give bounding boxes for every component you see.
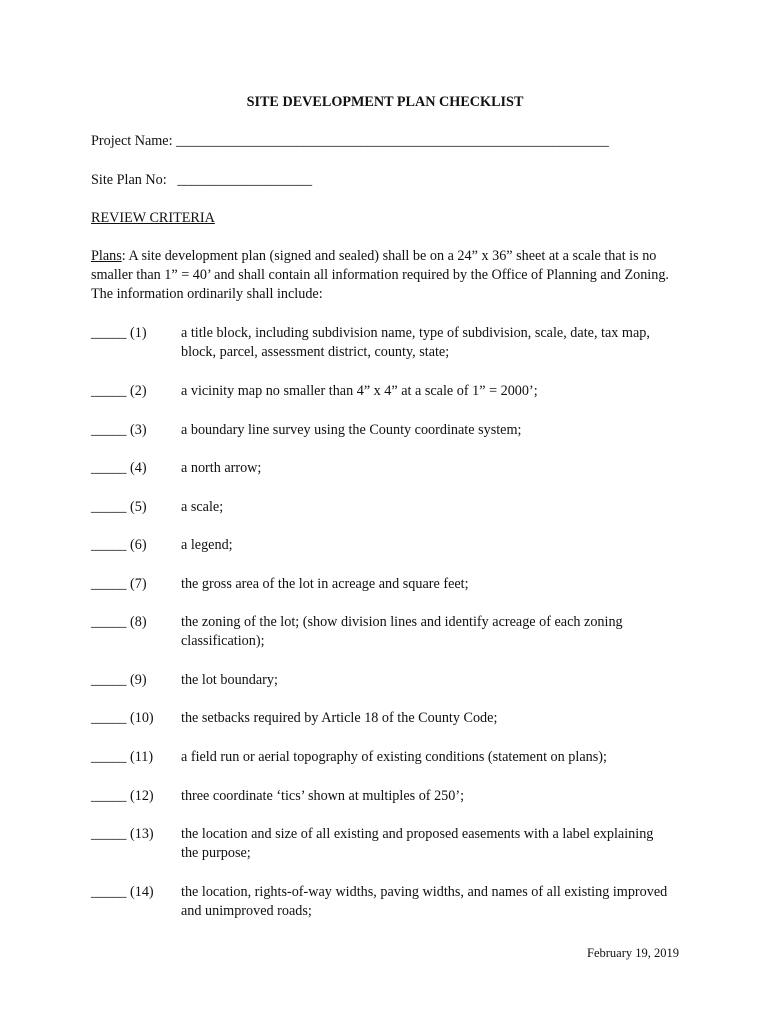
checklist-blank: _____ (3): [91, 422, 147, 438]
checklist-blank: _____ (2): [91, 383, 147, 399]
checklist-item-text: a boundary line survey using the County coordinate system;: [181, 422, 522, 438]
checklist-item-text: a field run or aerial topography of existing conditions (statement on plans);: [181, 749, 607, 765]
plans-label: Plans: [91, 248, 122, 264]
checklist-blank: _____ (10): [91, 710, 154, 726]
checklist-blank: _____ (14): [91, 884, 154, 900]
checklist-item-text: a title block, including subdivision name, type of subdivision, scale, date, tax map, block, parcel, assessment district, county, state;: [181, 325, 650, 360]
checklist-blank: _____ (1): [91, 325, 147, 341]
checklist-item-text: the zoning of the lot; (show division lines and identify acreage of each zoning classification);: [181, 614, 623, 649]
checklist-item-text: three coordinate ‘tics’ shown at multiples of 250’;: [181, 788, 465, 804]
checklist-item-text: a legend;: [181, 537, 233, 553]
site-plan-no-label: Site Plan No:: [91, 172, 167, 188]
checklist-blank: _____ (12): [91, 788, 154, 804]
project-name-blank: _____________________________________________________________: [176, 133, 609, 149]
site-plan-no-blank: ___________________: [177, 172, 313, 188]
project-name-label: Project Name:: [91, 133, 173, 149]
plans-paragraph: [91, 247, 681, 304]
page-title: SITE DEVELOPMENT PLAN CHECKLIST: [246, 94, 524, 110]
plans-text: : A site development plan (signed and sealed) shall be on a 24” x 36” sheet at a scale that is no smaller than 1” = 40’ and shall contain all information required by the Office of Planning and Zoning. The information ordinarily shall include:: [91, 248, 669, 302]
checklist-blank: _____ (13): [91, 826, 154, 842]
checklist-item-text: the gross area of the lot in acreage and square feet;: [181, 576, 469, 592]
checklist-item-text: the lot boundary;: [181, 672, 278, 688]
checklist-blank: _____ (11): [91, 749, 154, 765]
checklist-item-text: the setbacks required by Article 18 of the County Code;: [181, 710, 498, 726]
checklist-item-text: the location, rights-of-way widths, paving widths, and names of all existing improved and unimproved roads;: [181, 884, 668, 919]
checklist-blank: _____ (4): [91, 460, 147, 476]
site-plan-no-line: [91, 171, 312, 190]
checklist-blank: _____ (6): [91, 537, 147, 553]
checklist-item-text: a scale;: [181, 499, 224, 515]
project-name-line: [91, 132, 609, 151]
checklist-item-text: a north arrow;: [181, 460, 262, 476]
checklist-blank: _____ (9): [91, 672, 147, 688]
checklist-blank: _____ (8): [91, 614, 147, 630]
checklist-item-text: the location and size of all existing and proposed easements with a label explaining the purpose;: [181, 826, 654, 861]
checklist-blank: _____ (5): [91, 499, 147, 515]
checklist-blank: _____ (7): [91, 576, 147, 592]
review-criteria-heading: REVIEW CRITERIA: [91, 210, 215, 226]
checklist-item-text: a vicinity map no smaller than 4” x 4” at a scale of 1” = 2000’;: [181, 383, 538, 399]
footer-date: February 19, 2019: [587, 946, 679, 960]
